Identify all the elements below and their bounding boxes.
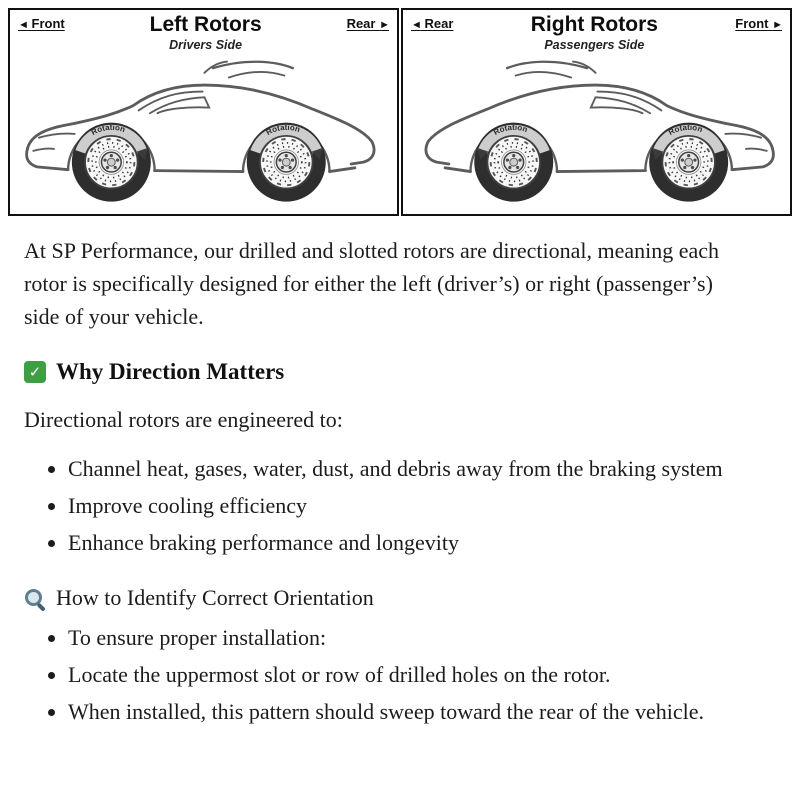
article-body [0, 234, 752, 728]
front-direction-label: Front ► [735, 16, 782, 31]
right-panel-header [403, 10, 790, 54]
right-rotors-panel [401, 8, 792, 216]
list-item: • When installed, this pattern should sweep toward the rear of the vehicle. [68, 695, 724, 728]
arrow-left-icon: ◄ [18, 19, 28, 31]
rear-direction-label: Rear ► [346, 16, 389, 31]
section-heading-identify-orientation: How to Identify Correct Orientation [24, 585, 728, 611]
section2-bullet-list [24, 621, 724, 728]
rotor-direction-diagram [8, 8, 792, 216]
arrow-right-icon: ► [772, 19, 782, 31]
check-square-icon [24, 361, 46, 383]
left-panel-header [10, 10, 397, 54]
front-direction-label: ◄ Front [18, 16, 65, 31]
rotation-label: Rotation [666, 122, 704, 138]
rotation-label: Rotation [491, 122, 529, 138]
list-item: • Enhance braking performance and longevity [68, 526, 724, 559]
list-item: • Locate the uppermost slot or row of drilled holes on the rotor. [68, 658, 724, 691]
left-rotors-panel [8, 8, 399, 216]
arrow-right-icon: ► [379, 19, 389, 31]
intro-paragraph: At SP Performance, our drilled and slotted rotors are directional, meaning each rotor is specifically designed for either the left (driver’s) or right (passenger’s) side of your vehicle. [24, 238, 720, 329]
panel-subtitle: Drivers Side [169, 38, 243, 53]
section-heading-why-direction-matters: ✓ Why Direction Matters [24, 359, 728, 385]
list-item: • Improve cooling efficiency [68, 489, 724, 522]
section1-bullet-list [24, 452, 724, 559]
magnifier-icon [24, 587, 47, 610]
list-item: • Channel heat, gases, water, dust, and debris away from the braking system [68, 452, 724, 485]
rear-direction-label: ◄ Rear [411, 16, 454, 31]
list-item: • To ensure proper installation: [68, 621, 724, 654]
left-car-illustration [10, 54, 397, 212]
panel-title: Left Rotors [149, 13, 262, 36]
panel-subtitle: Passengers Side [544, 38, 645, 53]
arrow-left-icon: ◄ [411, 19, 421, 31]
panel-title: Right Rotors [530, 13, 658, 36]
right-car-illustration [403, 54, 790, 212]
rotation-label: Rotation [264, 122, 302, 138]
section1-lead: Directional rotors are engineered to: [24, 407, 343, 432]
rotation-label: Rotation [89, 122, 127, 138]
